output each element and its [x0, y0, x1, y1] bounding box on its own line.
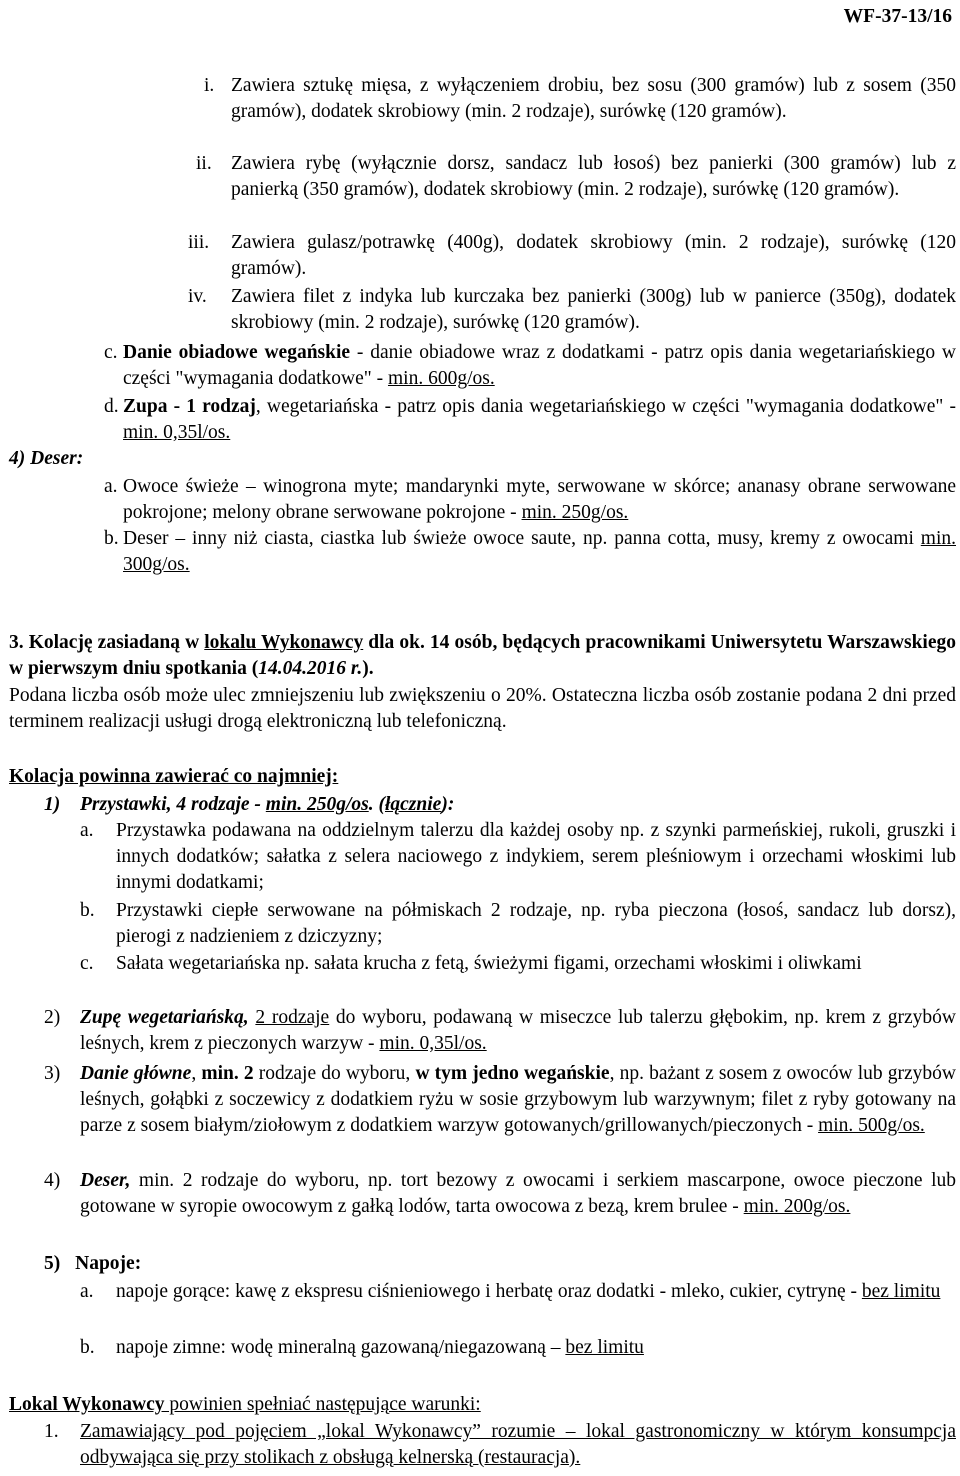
napoje-b-limit: bez limitu — [565, 1337, 644, 1358]
deser2-bold: Deser, — [80, 1170, 131, 1191]
danie-num: 3) — [44, 1063, 61, 1084]
section3-lokal: lokalu Wykonawcy — [204, 632, 364, 653]
document-id: WF-37-13/16 — [843, 6, 952, 27]
item-c-label: c. — [104, 342, 118, 363]
przystawki-heading — [80, 792, 454, 818]
napoje-a-limit: bez limitu — [861, 1281, 941, 1302]
przystawki-num: 1) — [44, 794, 61, 815]
section3-num: 3. — [9, 632, 24, 653]
przystawki-laczenie: łącznie — [384, 794, 442, 815]
item-iii-text: Zawiera gulasz/potrawkę (400g), dodatek skrobiowy (min. 2 rodzaje), surówkę (120 gramów). — [231, 232, 956, 279]
deser-b-body: Deser – inny niż ciasta, ciastka lub świeże owoce saute, np. panna cotta, musy, kremy z owocami — [123, 528, 921, 549]
napoje-b-text — [116, 1335, 956, 1361]
zupa-rodzaje: 2 rodzaje — [255, 1007, 330, 1028]
item-iv-num: iv. — [188, 286, 207, 307]
item-d-bold: Zupa - 1 rodzaj — [123, 396, 256, 417]
item-d-body: , wegetariańska - patrz opis dania wegetariańskiego w części "wymagania dodatkowe" - — [255, 396, 956, 417]
item-d-label: d. — [104, 396, 119, 417]
section3-t3: dla ok. 14 osób, będących pracownikami Uniwersytetu Warszawskiego w pierwszym dniu spotkania ( — [9, 632, 956, 679]
item-d-text — [123, 394, 956, 446]
danie-t2: rodzaje do wyboru, — [253, 1063, 416, 1084]
lokal-1-num: 1. — [44, 1421, 59, 1442]
przystawki-t1: Przystawki, 4 rodzaje - — [80, 794, 266, 815]
item-c-text — [123, 340, 956, 392]
danie-bold: Danie główne — [80, 1063, 192, 1084]
przystawki-t3: ): — [441, 794, 455, 815]
przystawki-t2: . ( — [368, 794, 385, 815]
danie-min: min. 500g/os. — [818, 1115, 925, 1136]
item-i-text: Zawiera sztukę mięsa, z wyłączeniem drobiu, bez sosu (300 gramów) lub z sosem (350 gramów), dodatek skrobiowy (min. 2 rodzaje), surówkę (120 gramów). — [231, 75, 956, 122]
section3-para: Podana liczba osób może ulec zmniejszeniu lub zwiększeniu o 20%. Ostateczna liczba osób zostanie podana 2 dni przed terminem realizacji usługi drogą elektroniczną lub telefoniczną. — [9, 685, 956, 732]
deser-b-min: min. 300g/os. — [123, 528, 956, 575]
deser-a-label: a. — [104, 476, 118, 497]
zupa-bold: Zupę wegetariańską, — [80, 1007, 249, 1028]
item-i-num: i. — [204, 75, 215, 96]
danie-weganskie: w tym jedno wegańskie — [415, 1063, 610, 1084]
section3-t1: Kolację zasiadaną w — [28, 632, 205, 653]
napoje-a-body: napoje gorące: kawę z ekspresu ciśnieniowego i herbatę oraz dodatki - mleko, cukier, cytrynę - — [116, 1281, 862, 1302]
danie-text — [80, 1061, 956, 1139]
napoje-heading: 5) Napoje: — [44, 1253, 142, 1274]
zupa-text — [80, 1005, 956, 1057]
item-iv-text: Zawiera filet z indyka lub kurczaka bez panierki (300g) lub w panierce (350g), dodatek skrobiowy (min. 2 rodzaje), surówkę (120 gramów). — [231, 286, 956, 333]
przystawki-c-text: Sałata wegetariańska np. sałata krucha z fetą, świeżymi figami, orzechami włoskimi i oliwkami — [116, 953, 862, 974]
deser2-num: 4) — [44, 1170, 61, 1191]
przystawki-a-label: a. — [80, 820, 94, 841]
deser-heading: 4) Deser: — [9, 448, 84, 469]
przystawki-b-label: b. — [80, 900, 95, 921]
deser-a-text — [123, 474, 956, 526]
item-ii-num: ii. — [196, 153, 212, 174]
item-c-bold: Danie obiadowe wegańskie — [123, 342, 351, 363]
zupa-t2: do wyboru, podawaną w miseczce lub talerzu głębokim, np. krem z grzybów leśnych, krem z pieczonych warzyw - — [80, 1007, 956, 1054]
napoje-b-body: napoje zimne: wodę mineralną gazowaną/niegazowaną – — [116, 1337, 566, 1358]
napoje-a-label: a. — [80, 1281, 94, 1302]
lokal-heading — [9, 1392, 481, 1418]
zupa-min: min. 0,35l/os. — [379, 1033, 487, 1054]
kolacja-heading: Kolacja powinna zawierać co najmniej: — [9, 766, 339, 787]
item-iii-num: iii. — [188, 232, 210, 253]
lokal-heading-bold: Lokal Wykonawcy — [9, 1394, 165, 1415]
deser-b-label: b. — [104, 528, 119, 549]
deser-a-body: Owoce świeże – winogrona myte; mandarynki myte, serwowane w skórce; ananasy obrane serwowane pokrojone; melony obrane serwowane pokrojone - — [123, 476, 956, 523]
item-ii-text: Zawiera rybę (wyłącznie dorsz, sandacz lub łosoś) bez panierki (300 gramów) lub z panierką (350 gramów), dodatek skrobiowy (min. 2 rodzaje), surówkę (120 gramów). — [231, 153, 956, 200]
item-c-min: min. 600g/os. — [387, 368, 495, 389]
deser2-text — [80, 1168, 956, 1220]
item-c-body: - danie obiadowe wraz z dodatkami - patrz opis dania wegetariańskiego w części "wymagania dodatkowe" - — [123, 342, 956, 389]
deser-a-min: min. 250g/os. — [521, 502, 629, 523]
napoje-b-label: b. — [80, 1337, 95, 1358]
lokal-1-text: Zamawiający pod pojęciem „lokal Wykonawcy” rozumie – lokal gastronomiczny w którym konsumpcja odbywająca się przy stolikach z obsługą kelnerską (restauracja). — [80, 1421, 956, 1468]
section3-heading — [9, 630, 956, 682]
przystawki-b-text: Przystawki ciepłe serwowane na półmiskach 2 rodzaje, np. ryba pieczona (łosoś, sandacz lub dorsz), pierogi z nadzieniem z dziczyzny; — [116, 900, 956, 947]
deser-b-text — [123, 526, 956, 578]
napoje-a-text — [116, 1279, 956, 1305]
lokal-heading-text: powinien spełniać następujące warunki: — [164, 1394, 481, 1415]
deser2-t1: min. 2 rodzaje do wyboru, np. tort bezowy z owocami i serkiem mascarpone, owoce pieczone lub gotowane w syropie owocowym z gałką lodów, tarta owocowa z bezą, krem brulee - — [80, 1170, 956, 1217]
section3-t4: ). — [362, 658, 374, 679]
deser2-min: min. 200g/os. — [743, 1196, 851, 1217]
danie-t3: , np. bażant z sosem z owoców lub grzybów leśnych, gołąbki z soczewicy z dodatkiem ryżu w sosie grzybowym lub warzywnym; filet z ryby gotowany na parze z sosem białym/ziołowym z dodatkiem warzyw gotowanych/grillowanych/pieczonych - — [80, 1063, 957, 1136]
section3-date: 14.04.2016 r. — [258, 658, 363, 679]
zupa-num: 2) — [44, 1007, 61, 1028]
przystawki-a-text: Przystawka podawana na oddzielnym talerzu dla każdej osoby np. z szynki parmeńskiej, rukoli, gruszki i innych dodatków; sałatka z selera naciowego z indykiem, serem pleśniowym i orzechami włoskimi lub innymi dodatkami; — [116, 820, 956, 893]
danie-min2: min. 2 — [201, 1063, 254, 1084]
item-d-min: min. 0,35l/os. — [123, 422, 231, 443]
danie-t1: , — [191, 1063, 202, 1084]
przystawki-c-label: c. — [80, 953, 94, 974]
przystawki-min: min. 250g/os — [265, 794, 369, 815]
